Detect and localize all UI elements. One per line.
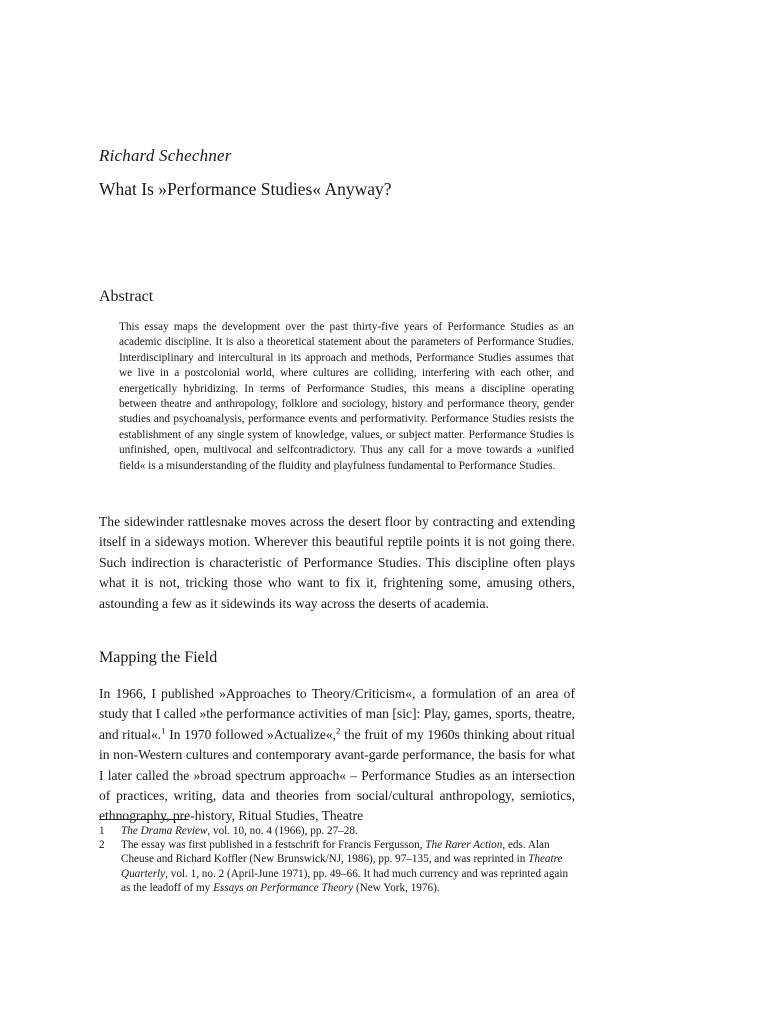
abstract-text: This essay maps the development over the past thirty-five years of Performance Studies as an academic discipline. It is also a theoretical statement about the parameters of Performance Studies. Interdisciplinary and intercultural in its approach and methods, Performance Studies assumes that we live in a postcolonial world, where cultures are colliding, interfering with each other, and energetically hybridizing. In terms of Performance Studies, this means a discipline operating between theatre and anthropology, folklore and sociology, history and performance theory, gender studies and psychoanalysis, performance events and performativity. Performance Studies resists the establishment of any single system of knowledge, values, or subject matter. Performance Studies is unfinished, open, multivocal and selfcontradictory. Thus any call for a move towards a »unified field« is a misunderstanding of the fluidity and playfulness fundamental to Performance Studies. xyxy=(119,321,574,472)
footnote-2 xyxy=(99,838,575,895)
footnote-text xyxy=(121,838,575,895)
abstract-heading: Abstract xyxy=(99,288,154,305)
footnote-ref-1[interactable]: 1 xyxy=(161,725,166,736)
footnote-journal: Theatre Quarterly xyxy=(121,853,563,880)
mapping-text xyxy=(99,684,575,827)
footnote-ref-2[interactable]: 2 xyxy=(336,725,341,736)
article-title: What Is »Performance Studies« Anyway? xyxy=(99,179,392,199)
footnote-1 xyxy=(99,824,575,838)
footnotes xyxy=(99,824,575,895)
intro-text: The sidewinder rattlesnake moves across the desert floor by contracting and extending itself in a sideways motion. Wherever this beautiful reptile points it is not going there. Such indirection is characteristic of Performance Studies. This discipline often plays what it is not, tricking those who want to fix it, frightening some, amusing others, astounding a few as it sidewinds its way across the deserts of academia. xyxy=(99,514,575,611)
footnote-book-title: The Rarer Action xyxy=(425,839,503,852)
mapping-text-b: In 1970 followed »Actualize«, xyxy=(165,726,337,742)
footnote-divider xyxy=(99,819,187,820)
section-heading-mapping: Mapping the Field xyxy=(99,649,218,666)
footnote-text xyxy=(121,824,575,838)
mapping-paragraph xyxy=(99,684,575,827)
abstract-body xyxy=(119,320,574,474)
footnote-number: 1 xyxy=(99,825,105,837)
footnote-book-title: Essays on Performance Theory xyxy=(213,881,354,894)
intro-paragraph xyxy=(99,512,575,614)
footnote-journal: The Drama Review xyxy=(121,825,208,837)
mapping-text-c: the fruit of my 1960s thinking about ritual in non-Western cultures and contemporary avant-garde performance, the basis for what I later called the »broad spectrum approach« – Performance Studies as an intersection of practices, writing, data and theories from social/cultural anthropology, semiotics, ethnography, pre-history, Ritual Studies, Theatre xyxy=(99,726,575,824)
footnote-rest: , vol. 10, no. 4 (1966), pp. 27–28. xyxy=(207,825,358,837)
footnote-part: The essay was first published in a festschrift for Francis Fergusson, xyxy=(121,839,426,852)
mapping-text-a: In 1966, I published »Approaches to Theory/Criticism«, a formulation of an area of study that I called »the performance activities of man [sic]: Play, games, sports, theatre, and ritual«. xyxy=(99,686,575,742)
footnote-part: , eds. Alan Cheuse and Richard Koffler (New Brunswick/NJ, 1986), pp. 97–135, and was reprinted in xyxy=(121,839,550,866)
footnote-part: (New York, 1976). xyxy=(353,881,440,894)
author-name: Richard Schechner xyxy=(99,146,232,165)
footnote-number: 2 xyxy=(99,839,105,852)
footnote-part: , vol. 1, no. 2 (April-June 1971), pp. 49–66. It had much currency and was reprinted again as the leadoff of my xyxy=(121,867,569,894)
